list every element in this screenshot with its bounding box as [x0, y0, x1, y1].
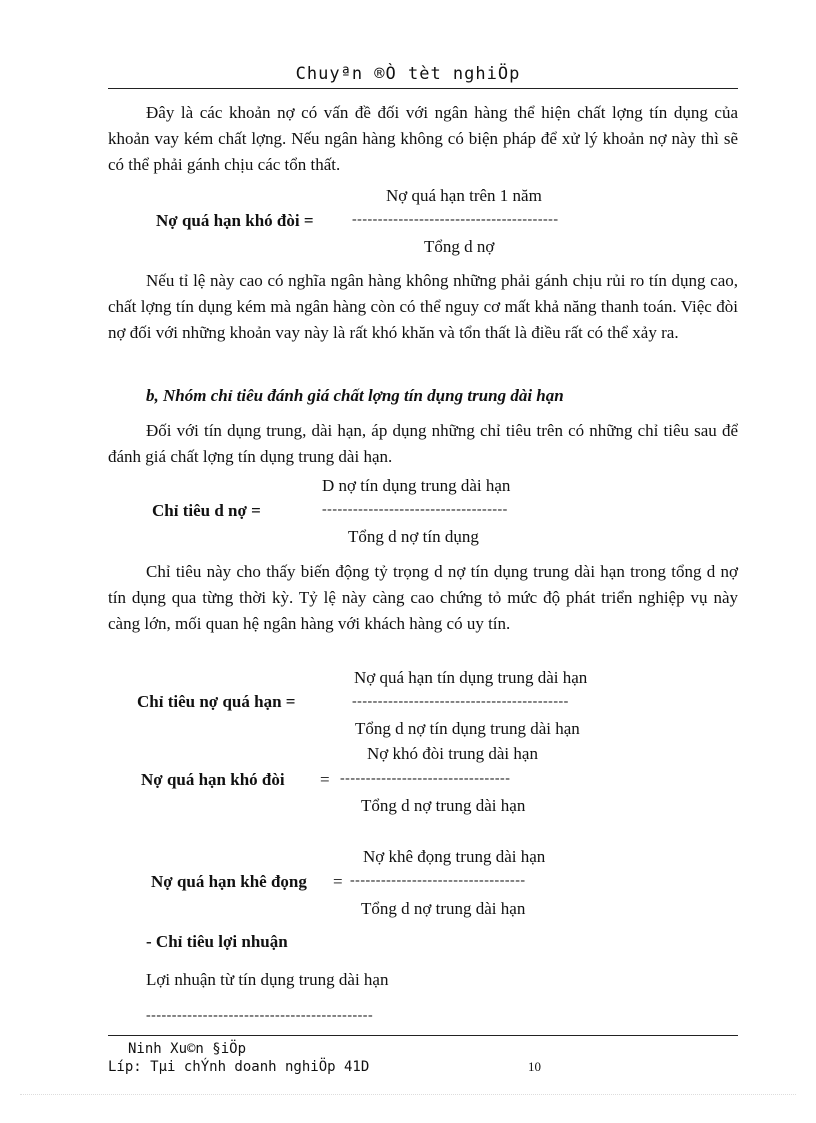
formula-2-label: Chỉ tiêu d nợ =	[152, 501, 261, 520]
paragraph-1-text: Đây là các khoản nợ có vấn đề đối với ngân hàng thể hiện chất lợng tín dụng của khoản vay kém chất lợng. Nếu ngân hàng không có biện pháp để xử lý khoản nợ này thì sẽ có thể phải gánh chịu các tổn thất.	[108, 103, 738, 174]
formula-5-numerator: Nợ khê đọng trung dài hạn	[363, 847, 546, 866]
footer-author: Ninh Xu©n §iÖp	[128, 1041, 247, 1057]
profit-numerator: Lợi nhuận từ tín dụng trung dài hạn	[146, 970, 389, 989]
formula-2-denominator: Tổng d nợ tín dụng	[348, 527, 479, 546]
formula-5-fraction-bar: ----------------------------------	[350, 873, 526, 888]
formula-1-fraction-bar: ----------------------------------------	[352, 212, 559, 227]
formula-4-label: Nợ quá hạn khó đòi	[141, 770, 285, 789]
formula-3-fraction-bar: ------------------------------------------	[352, 694, 569, 709]
formula-5-label: Nợ quá hạn khê đọng	[151, 872, 307, 891]
header-rule	[108, 88, 738, 89]
formula-2-fraction-bar: ------------------------------------	[322, 502, 508, 517]
formula-5-equals: =	[333, 872, 343, 891]
formula-2-numerator: D nợ tín dụng trung dài hạn	[322, 476, 511, 495]
formula-1-denominator: Tổng d nợ	[424, 237, 495, 256]
profit-fraction-bar: --------------------------------------------	[146, 1008, 374, 1023]
formula-4-fraction-bar: ---------------------------------	[340, 771, 511, 786]
paragraph-4	[108, 559, 738, 637]
page-number: 10	[528, 1059, 541, 1074]
paragraph-1	[108, 100, 738, 178]
formula-4-equals: =	[320, 770, 330, 789]
page-header: Chuyªn ®Ò tèt nghiÖp	[295, 64, 521, 84]
paragraph-2	[108, 268, 738, 346]
formula-4-denominator: Tổng d nợ trung dài hạn	[361, 796, 526, 815]
formula-3-denominator: Tổng d nợ tín dụng trung dài hạn	[355, 719, 580, 738]
page-edge-rule	[20, 1094, 796, 1095]
formula-1-numerator: Nợ quá hạn trên 1 năm	[386, 186, 542, 205]
paragraph-4-text: Chỉ tiêu này cho thấy biến động tỷ trọng d nợ tín dụng trung dài hạn trong tổng d nợ tín dụng qua từng thời kỳ. Tỷ lệ này càng cao chứng tỏ mức độ phát triển nghiệp vụ này càng lớn, mối quan hệ ngân hàng với khách hàng có uy tín.	[108, 562, 738, 633]
formula-3-numerator: Nợ quá hạn tín dụng trung dài hạn	[354, 668, 588, 687]
subheading-b: b, Nhóm chỉ tiêu đánh giá chất lợng tín dụng trung dài hạn	[146, 386, 564, 405]
formula-4-numerator: Nợ khó đòi trung dài hạn	[367, 744, 538, 763]
footer-rule	[108, 1035, 738, 1036]
profit-heading: - Chỉ tiêu lợi nhuận	[146, 932, 288, 951]
footer-class: Líp: Tµi chÝnh doanh nghiÖp 41D	[108, 1059, 370, 1075]
paragraph-2-text: Nếu tỉ lệ này cao có nghĩa ngân hàng không những phải gánh chịu rủi ro tín dụng cao, chất lợng tín dụng kém mà ngân hàng còn có thể nguy cơ mất khả năng thanh toán. Việc đòi nợ đối với những khoản vay này là rất khó khăn và tổn thất là điều rất có thể xảy ra.	[108, 271, 738, 342]
paragraph-3-text: Đối với tín dụng trung, dài hạn, áp dụng những chỉ tiêu trên có những chỉ tiêu sau để đánh giá chất lợng tín dụng trung dài hạn.	[108, 421, 738, 466]
formula-1-label: Nợ quá hạn khó đòi =	[156, 211, 314, 230]
formula-3-label: Chỉ tiêu nợ quá hạn =	[137, 692, 296, 711]
paragraph-3	[108, 418, 738, 470]
formula-5-denominator: Tổng d nợ trung dài hạn	[361, 899, 526, 918]
